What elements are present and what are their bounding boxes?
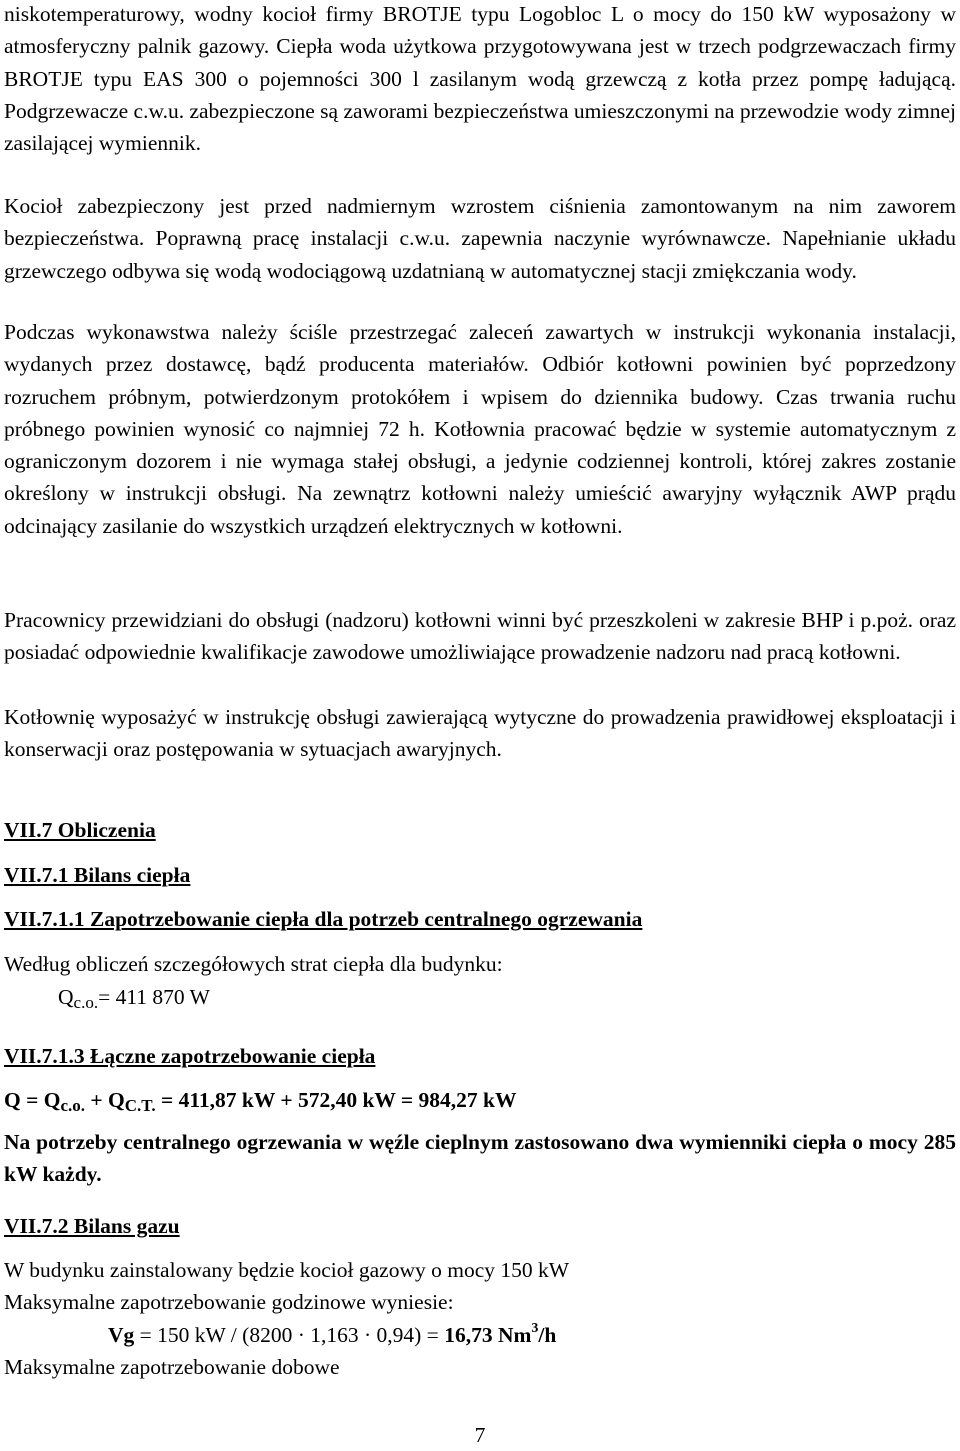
paragraph-operation-manual: Kotłownię wyposażyć w instrukcję obsługi zawierającą wytyczne do prowadzenia prawidłowej eksploatacji i konserwacji oraz postępowania w sytuacjach awaryjnych.: [4, 705, 956, 762]
total-formula: [4, 1088, 517, 1116]
gas-line-2: Maksymalne zapotrzebowanie godzinowe wyniesie:: [4, 1290, 454, 1314]
vg-expression: = 150 kW / (8200 · 1,163 · 0,94) =: [134, 1323, 445, 1347]
heading-heat-demand-co: VII.7.1.1 Zapotrzebowanie ciepła dla potrzeb centralnego ogrzewania: [4, 907, 643, 931]
vg-label: Vg: [108, 1323, 135, 1347]
total-plus-q: + Q: [85, 1088, 125, 1112]
paragraph-staff-training: Pracownicy przewidziani do obsługi (nadzoru) kotłowni winni być przeszkoleni w zakresie BHP i p.poż. oraz posiadać odpowiednie kwalifikacje zawodowe umożliwiające prowadzenie nadzoru nad pracą kotłowni.: [4, 608, 956, 665]
exchangers-note: Na potrzeby centralnego ogrzewania w węźle cieplnym zastosowano dwa wymienniki ciepła o mocy 285 kW każdy.: [4, 1130, 956, 1187]
vg-unit: /h: [538, 1323, 557, 1347]
total-rest: = 411,87 kW + 572,40 kW = 984,27 kW: [155, 1088, 517, 1112]
total-sub-co: c.o.: [60, 1096, 85, 1115]
paragraph-execution-guidelines: Podczas wykonawstwa należy ściśle przestrzegać zaleceń zawartych w instrukcji wykonania instalacji, wydanych przez dostawcę, bądź producenta materiałów. Odbiór kotłowni powinien być poprzedzony rozruchem próbnym, potwierdzonym protokółem i wpisem do dziennika budowy. Czas trwania ruchu próbnego powinien wynosić co najmniej 72 h. Kotłownia pracować będzie w systemie automatycznym z ograniczonym dozorem i nie wymaga stałej obsługi, a jedynie codziennej kontroli, której zakres zostanie określony w instrukcji obsługi. Na zewnątrz kotłowni należy umieścić awaryjny wyłącznik AWP prądu odcinający zasilanie do wszystkich urządzeń elektrycznych w kotłowni.: [4, 320, 956, 538]
paragraph-safety-valve: Kocioł zabezpieczony jest przed nadmiernym wzrostem ciśnienia zamontowanym na nim zaworem bezpieczeństwa. Poprawną pracę instalacji c.w.u. zapewnia naczynie wyrównawcze. Napełnianie układu grzewczego odbywa się wodą wodociągową uzdatnianą w automatycznej stacji zmiękczania wody.: [4, 194, 956, 283]
co-q-symbol: Q: [58, 985, 74, 1009]
gas-line-4: Maksymalne zapotrzebowanie dobowe: [4, 1355, 340, 1379]
co-intro: Według obliczeń szczegółowych strat ciepła dla budynku:: [4, 952, 503, 976]
total-sub-ct: C.T.: [124, 1096, 156, 1115]
page-number: 7: [474, 1423, 486, 1447]
heading-total-heat-demand: VII.7.1.3 Łączne zapotrzebowanie ciepła: [4, 1044, 376, 1068]
heading-calculations: VII.7 Obliczenia: [4, 818, 156, 842]
co-q-subscript: c.o.: [73, 993, 99, 1012]
gas-line-1: W budynku zainstalowany będzie kocioł gazowy o mocy 150 kW: [4, 1258, 570, 1282]
vg-result: 16,73 Nm: [444, 1323, 532, 1347]
vg-exponent: 3: [531, 1321, 539, 1336]
co-formula: [58, 985, 210, 1013]
paragraph-boiler-description: niskotemperaturowy, wodny kocioł firmy BROTJE typu Logobloc L o mocy do 150 kW wyposażony w atmosferyczny palnik gazowy. Ciepła woda użytkowa przygotowywana jest w trzech podgrzewaczach firmy BROTJE typu EAS 300 o pojemności 300 l zasilanym wodą grzewczą z kotła przez pompę ładującą. Podgrzewacze c.w.u. zabezpieczone są zaworami bezpieczeństwa umieszczonymi na przewodzie wody zimnej zasilającej wymiennik.: [4, 2, 956, 156]
heading-gas-balance: VII.7.2 Bilans gazu: [4, 1214, 180, 1238]
co-q-value: = 411 870 W: [98, 985, 210, 1009]
heading-heat-balance: VII.7.1 Bilans ciepła: [4, 863, 191, 887]
vg-formula: [108, 1321, 556, 1348]
total-q: Q = Q: [4, 1088, 61, 1112]
